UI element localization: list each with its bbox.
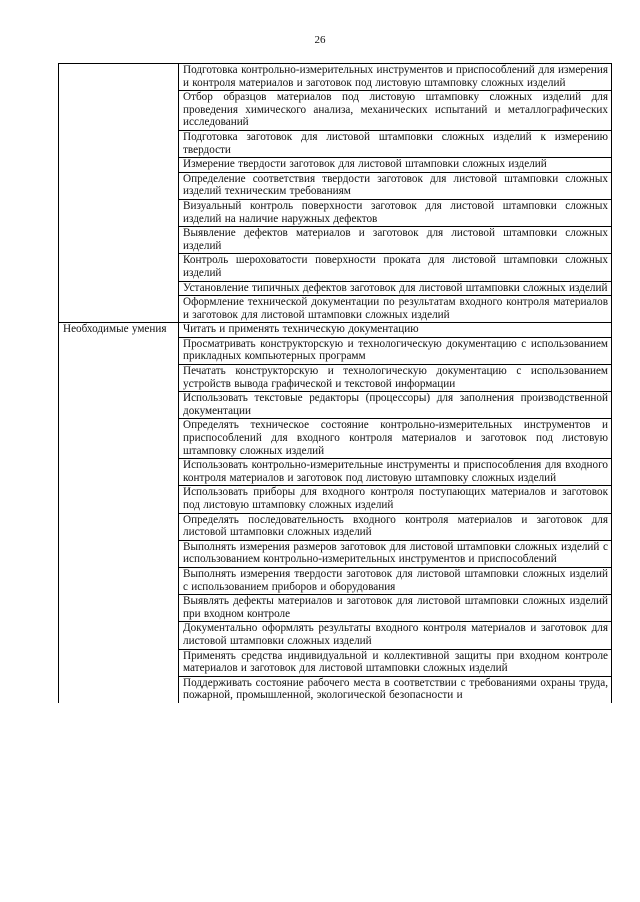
- list-item: Отбор образцов материалов под листовую штамповку сложных изделий для проведения химического анализа, механических испытаний и металлографических исследований: [179, 91, 612, 131]
- list-item: Выполнять измерения твердости заготовок для листовой штамповки сложных изделий с использованием приборов и оборудования: [179, 567, 612, 594]
- list-item: Контроль шероховатости поверхности проката для листовой штамповки сложных изделий: [179, 254, 612, 281]
- list-item: Просматривать конструкторскую и технологическую документацию с использованием прикладных компьютерных программ: [179, 337, 612, 364]
- table-row: [59, 323, 612, 338]
- list-item: Печатать конструкторскую и технологическую документацию с использованием устройств вывода графической и текстовой информации: [179, 365, 612, 392]
- requirements-table-body: [59, 64, 612, 703]
- list-item: Использовать контрольно-измерительные инструменты и приспособления для входного контроля материалов и заготовок под листовую штамповку сложных изделий: [179, 459, 612, 486]
- page-number: 26: [314, 34, 326, 46]
- table-row: [59, 64, 612, 91]
- section-label: [59, 64, 179, 323]
- list-item: Использовать приборы для входного контроля поступающих материалов и заготовок под листовую штамповку сложных изделий: [179, 486, 612, 513]
- list-item: Установление типичных дефектов заготовок для листовой штамповки сложных изделий: [179, 281, 612, 296]
- list-item: Использовать текстовые редакторы (процессоры) для заполнения производственной документации: [179, 392, 612, 419]
- list-item: Определение соответствия твердости заготовок для листовой штамповки сложных изделий техническим требованиям: [179, 172, 612, 199]
- section-label: Необходимые умения: [59, 323, 179, 703]
- list-item: Оформление технической документации по результатам входного контроля материалов и заготовок для листовой штамповки сложных изделий: [179, 296, 612, 323]
- list-item: Определять последовательность входного контроля материалов и заготовок для листовой штамповки сложных изделий: [179, 513, 612, 540]
- list-item: Подготовка контрольно-измерительных инструментов и приспособлений для измерения и контроля материалов и заготовок под листовую штамповку сложных изделий: [179, 64, 612, 91]
- list-item: Читать и применять техническую документацию: [179, 323, 612, 338]
- list-item: Применять средства индивидуальной и коллективной защиты при входном контроле материалов и заготовок для листовой штамповки сложных изделий: [179, 649, 612, 676]
- list-item: Выявлять дефекты материалов и заготовок для листовой штамповки сложных изделий при входном контроле: [179, 595, 612, 622]
- list-item: Выявление дефектов материалов и заготовок для листовой штамповки сложных изделий: [179, 227, 612, 254]
- list-item: Определять техническое состояние контрольно-измерительных инструментов и приспособлений для входного контроля материалов и заготовок под листовую штамповку сложных изделий: [179, 419, 612, 459]
- list-item: Выполнять измерения размеров заготовок для листовой штамповки сложных изделий с использованием контрольно-измерительных инструментов и приспособлений: [179, 540, 612, 567]
- list-item: Поддерживать состояние рабочего места в соответствии с требованиями охраны труда, пожарной, промышленной, экологической безопасности и: [179, 676, 612, 703]
- requirements-table: [58, 63, 612, 703]
- list-item: Документально оформлять результаты входного контроля материалов и заготовок для листовой штамповки сложных изделий: [179, 622, 612, 649]
- list-item: Визуальный контроль поверхности заготовок для листовой штамповки сложных изделий на наличие наружных дефектов: [179, 199, 612, 226]
- list-item: Измерение твердости заготовок для листовой штамповки сложных изделий: [179, 158, 612, 173]
- list-item: Подготовка заготовок для листовой штамповки сложных изделий к измерению твердости: [179, 130, 612, 157]
